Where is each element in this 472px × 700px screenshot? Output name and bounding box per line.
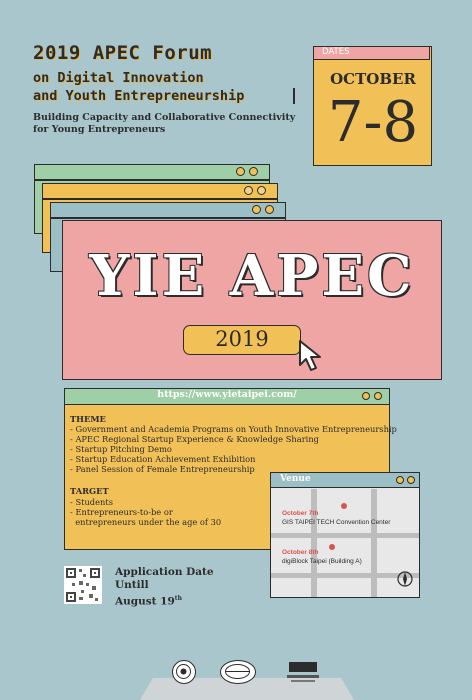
forum-subtitle-line1: Building Capacity and Collaborative Connectivity [33, 112, 296, 123]
application-deadline-suffix: th [174, 595, 182, 602]
venue-oct7-place: GIS TAIPEI TECH Convention Center [282, 519, 391, 526]
venue-map-window [270, 472, 420, 598]
venue-oct7-label: October 7th [282, 510, 319, 517]
window-button-icon [252, 205, 261, 214]
application-until-label: Untill [115, 579, 149, 591]
application-date-label: Application Date [115, 566, 214, 578]
window-button-icon [257, 186, 266, 195]
window-divider [43, 198, 277, 200]
window-button-icon [244, 186, 253, 195]
year-button[interactable]: 2019 [183, 325, 301, 355]
compass-icon [397, 569, 413, 589]
venue-label: Venue [280, 474, 311, 484]
application-deadline [115, 592, 182, 609]
mouse-pointer-icon [296, 338, 332, 374]
forum-title: 2019 APEC Forum [33, 42, 213, 64]
location-pin-icon [329, 544, 335, 550]
dates-label: DATES [322, 47, 350, 57]
sponsor-logo [172, 660, 196, 684]
map-road [311, 489, 317, 597]
theme-item: - Government and Academia Programs on Youth Innovative Entrepreneurship [70, 424, 397, 434]
hero-title: YIE APEC [89, 243, 415, 309]
sponsor-logo [283, 660, 323, 686]
window-divider [51, 217, 285, 219]
application-deadline-date: August 19 [115, 595, 175, 608]
website-link[interactable]: https://www.yietaipei.com/ [157, 389, 297, 400]
forum-title-line2: on Digital Innovation [33, 70, 204, 86]
text-cursor [293, 88, 295, 104]
theme-heading: THEME [70, 414, 106, 424]
map-road [371, 489, 377, 597]
window-divider [35, 179, 269, 181]
dates-month: OCTOBER [330, 70, 416, 88]
location-pin-icon [341, 503, 347, 509]
window-button-icon [265, 205, 274, 214]
qr-code-icon [64, 566, 102, 604]
window-button-icon [249, 167, 258, 176]
dates-days: 7-8 [327, 90, 419, 155]
seal-logo-icon [173, 661, 194, 682]
forum-title-line3: and Youth Entrepreneurship [33, 88, 245, 104]
target-item: - Entrepreneurs-to-be or [70, 507, 173, 517]
window-button-icon [396, 476, 404, 484]
theme-item: - Panel Session of Female Entrepreneurship [70, 464, 255, 474]
theme-item: - APEC Regional Startup Experience & Knowledge Sharing [70, 434, 319, 444]
venue-oct8-label: October 8th [282, 549, 319, 556]
window-button-icon [236, 167, 245, 176]
target-item: - Students [70, 497, 113, 507]
target-heading: TARGET [70, 486, 109, 496]
globe-logo-icon [221, 661, 254, 682]
qr-code[interactable] [64, 566, 102, 604]
sponsor-logo [220, 660, 256, 684]
venue-oct8-place: digiBlock Taipei (Building A) [282, 558, 362, 565]
taipei-logo-icon [283, 660, 323, 686]
map-road [271, 533, 419, 538]
window-button-icon [407, 476, 415, 484]
theme-item: - Startup Pitching Demo [70, 444, 172, 454]
theme-item: - Startup Education Achievement Exhibition [70, 454, 256, 464]
target-item: entrepreneurs under the age of 30 [70, 517, 222, 527]
forum-subtitle-line2: for Young Entrepreneurs [33, 124, 166, 135]
